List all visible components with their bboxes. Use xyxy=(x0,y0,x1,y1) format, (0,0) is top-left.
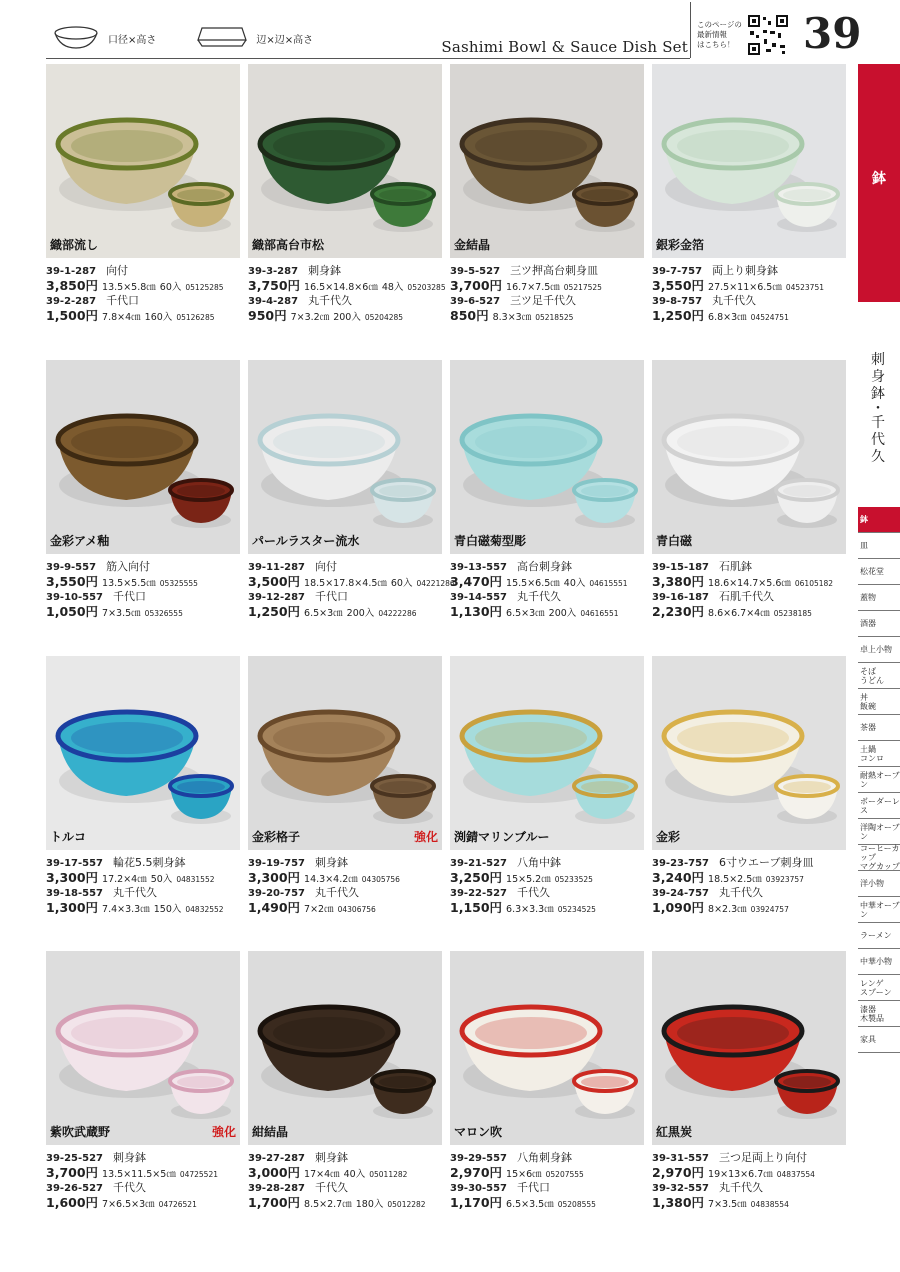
item-code: 39-4-287 xyxy=(248,296,299,307)
product-cell[interactable] xyxy=(248,951,442,1210)
item-jan-code: 04615551 xyxy=(589,579,628,588)
item-price: 3,750円 xyxy=(248,278,301,293)
item-price: 3,500円 xyxy=(248,574,301,589)
item-price-line xyxy=(450,1193,596,1211)
item-price-line xyxy=(248,306,403,324)
item-type: 八角刺身鉢 xyxy=(517,1151,573,1164)
item-code: 39-28-287 xyxy=(248,1183,306,1194)
index-tab[interactable]: 漆器 木製品 xyxy=(858,1001,900,1027)
item-type: 刺身鉢 xyxy=(308,264,342,277)
item-price-line xyxy=(450,898,596,916)
item-code: 39-18-557 xyxy=(46,888,104,899)
item-dimensions: 7×2㎝ xyxy=(304,904,334,915)
item-price: 1,700円 xyxy=(248,1195,301,1210)
square-dish-icon xyxy=(196,24,248,52)
item-dimensions: 15×5.2㎝ xyxy=(506,874,551,885)
tempered-badge: 強化 xyxy=(413,830,438,844)
round-bowl-icon xyxy=(52,24,100,52)
product-name: 金彩 xyxy=(656,830,681,844)
product-name: マロン吹 xyxy=(454,1125,503,1139)
item-type: 両上り刺身鉢 xyxy=(712,264,779,277)
item-type: 丸千代久 xyxy=(719,1181,764,1194)
item-code: 39-6-527 xyxy=(450,296,501,307)
item-price: 3,700円 xyxy=(46,1165,99,1180)
item-type: 千代久 xyxy=(517,886,551,899)
product-name: 織部高台市松 xyxy=(252,238,325,252)
item-jan-code: 03924757 xyxy=(750,905,789,914)
item-price: 3,470円 xyxy=(450,574,503,589)
item-price: 1,500円 xyxy=(46,308,99,323)
index-tab[interactable]: 中華オーブン xyxy=(858,897,900,923)
item-dimensions: 7×6.5×3㎝ xyxy=(102,1199,155,1210)
product-name: 金彩格子 xyxy=(252,830,301,844)
product-name: パールラスター流水 xyxy=(252,534,360,548)
index-tab[interactable]: 茶器 xyxy=(858,715,900,741)
index-tab[interactable]: 土鍋 コンロ xyxy=(858,741,900,767)
product-photo[interactable] xyxy=(652,64,846,258)
item-price: 1,380円 xyxy=(652,1195,705,1210)
product-photo[interactable] xyxy=(248,64,442,258)
legend-round-label: 口径×高さ xyxy=(108,34,157,46)
item-price: 1,250円 xyxy=(652,308,705,323)
item-quantity: 160入 xyxy=(144,312,173,323)
item-quantity: 50入 xyxy=(150,874,173,885)
item-type: 千代口 xyxy=(315,590,349,603)
item-quantity: 200入 xyxy=(346,608,375,619)
index-tab[interactable]: 皿 xyxy=(858,533,900,559)
product-cell[interactable] xyxy=(248,360,455,619)
item-code: 39-30-557 xyxy=(450,1183,508,1194)
item-code: 39-22-527 xyxy=(450,888,508,899)
product-name: 青白磁 xyxy=(656,534,693,548)
product-name: 織部流し xyxy=(50,238,99,252)
item-type: 向付 xyxy=(106,264,129,277)
item-dimensions: 13.5×5.5㎝ xyxy=(102,578,156,589)
item-price: 2,970円 xyxy=(652,1165,705,1180)
item-jan-code: 05238185 xyxy=(773,609,812,618)
index-tab[interactable]: 蓋物 xyxy=(858,585,900,611)
item-type: 丸千代久 xyxy=(712,294,757,307)
item-price: 3,550円 xyxy=(46,574,99,589)
index-tab[interactable]: 中華小物 xyxy=(858,949,900,975)
header-separator xyxy=(690,2,691,58)
item-dimensions: 13.5×11.5×5㎝ xyxy=(102,1169,176,1180)
product-cell[interactable] xyxy=(450,656,644,915)
category-label: 鉢 xyxy=(872,171,886,187)
subcategory-label: 刺 身 鉢 ・ 千 代 久 xyxy=(871,352,885,465)
item-code: 39-31-557 xyxy=(652,1153,710,1164)
item-dimensions: 6.5×3㎝ xyxy=(304,608,343,619)
item-type: 筋入向付 xyxy=(106,560,151,573)
item-jan-code: 05234525 xyxy=(557,905,596,914)
item-price: 3,700円 xyxy=(450,278,503,293)
item-jan-code: 04305756 xyxy=(361,875,400,884)
item-price: 1,150円 xyxy=(450,900,503,915)
item-type: 三つ足両上り向付 xyxy=(719,1151,808,1164)
item-dimensions: 7×3.5㎝ xyxy=(708,1199,747,1210)
product-photo[interactable] xyxy=(248,656,442,850)
item-price-line xyxy=(652,602,812,620)
product-cell[interactable] xyxy=(46,656,240,915)
item-type: 刺身鉢 xyxy=(315,1151,349,1164)
item-jan-code: 05325555 xyxy=(159,579,198,588)
item-type: 高台刺身鉢 xyxy=(517,560,573,573)
item-price-line xyxy=(248,898,376,916)
header-rule xyxy=(46,58,690,59)
item-dimensions: 8×2.3㎝ xyxy=(708,904,747,915)
item-type: 八角中鉢 xyxy=(517,856,562,869)
item-price: 1,170円 xyxy=(450,1195,503,1210)
product-name: 金彩アメ釉 xyxy=(50,534,110,548)
item-code: 39-20-757 xyxy=(248,888,306,899)
item-code: 39-12-287 xyxy=(248,592,306,603)
item-price: 3,300円 xyxy=(248,870,301,885)
item-code: 39-24-757 xyxy=(652,888,710,899)
item-type: 石肌千代久 xyxy=(719,590,775,603)
item-price: 1,300円 xyxy=(46,900,99,915)
item-dimensions: 7×3.5㎝ xyxy=(102,608,141,619)
item-jan-code: 03923757 xyxy=(765,875,804,884)
item-dimensions: 6.3×3.3㎝ xyxy=(506,904,554,915)
index-tab[interactable]: 家具 xyxy=(858,1027,900,1053)
item-code: 39-21-527 xyxy=(450,858,508,869)
index-tab[interactable]: 洋陶オーブン xyxy=(858,819,900,845)
item-dimensions: 17.2×4㎝ xyxy=(102,874,147,885)
index-tab[interactable]: 丼 飯碗 xyxy=(858,689,900,715)
product-photo[interactable] xyxy=(450,360,644,554)
index-tab[interactable]: 松花堂 xyxy=(858,559,900,585)
item-price-line xyxy=(450,306,573,324)
item-jan-code: 05203285 xyxy=(407,283,446,292)
item-quantity: 150入 xyxy=(153,904,182,915)
item-dimensions: 7.4×3.3㎝ xyxy=(102,904,150,915)
product-name: 紺結晶 xyxy=(252,1125,289,1139)
item-price: 950円 xyxy=(248,308,287,323)
item-code: 39-7-757 xyxy=(652,266,703,277)
index-tab[interactable]: レンゲ スプーン xyxy=(858,975,900,1001)
item-code: 39-15-187 xyxy=(652,562,710,573)
legend-square-label: 辺×辺×高さ xyxy=(256,34,314,46)
item-jan-code: 04616551 xyxy=(580,609,619,618)
item-price: 1,050円 xyxy=(46,604,99,619)
item-jan-code: 04221286 xyxy=(416,579,455,588)
product-name: 紅黒炭 xyxy=(656,1125,693,1139)
item-jan-code: 04837554 xyxy=(776,1170,815,1179)
item-dimensions: 8.6×6.7×4㎝ xyxy=(708,608,770,619)
item-type: 6寸ウエーブ刺身皿 xyxy=(719,856,814,869)
product-photo[interactable] xyxy=(248,951,442,1145)
index-tabs xyxy=(858,507,900,1053)
item-price: 3,380円 xyxy=(652,574,705,589)
item-type: 千代久 xyxy=(315,1181,349,1194)
item-jan-code: 05233525 xyxy=(554,875,593,884)
item-jan-code: 05011282 xyxy=(369,1170,408,1179)
item-price: 3,240円 xyxy=(652,870,705,885)
item-jan-code: 05012282 xyxy=(387,1200,426,1209)
item-quantity: 200入 xyxy=(548,608,577,619)
item-price: 3,300円 xyxy=(46,870,99,885)
item-price-line xyxy=(46,306,215,324)
item-dimensions: 8.5×2.7㎝ xyxy=(304,1199,352,1210)
product-photo[interactable] xyxy=(46,360,240,554)
item-dimensions: 15.5×6.5㎝ xyxy=(506,578,560,589)
item-code: 39-17-557 xyxy=(46,858,104,869)
tempered-badge: 強化 xyxy=(211,1125,236,1139)
item-dimensions: 6.5×3㎝ xyxy=(506,608,545,619)
product-cell[interactable] xyxy=(652,656,846,915)
product-name: トルコ xyxy=(50,830,87,844)
item-dimensions: 7×3.2㎝ xyxy=(290,312,330,323)
legend xyxy=(52,20,353,56)
product-name: 紫吹武蔵野 xyxy=(50,1125,111,1139)
item-price-line xyxy=(450,602,619,620)
item-price: 1,090円 xyxy=(652,900,705,915)
item-price-line xyxy=(652,898,789,916)
item-jan-code: 04306756 xyxy=(337,905,376,914)
item-code: 39-25-527 xyxy=(46,1153,104,1164)
product-photo[interactable] xyxy=(46,656,240,850)
item-price: 1,130円 xyxy=(450,604,503,619)
item-jan-code: 05208555 xyxy=(557,1200,596,1209)
item-jan-code: 04523751 xyxy=(785,283,825,292)
product-name: 青白磁菊型彫 xyxy=(454,534,527,548)
item-dimensions: 6.8×3㎝ xyxy=(708,312,747,323)
item-code: 39-8-757 xyxy=(652,296,703,307)
product-cell[interactable] xyxy=(46,64,240,323)
item-jan-code: 04726521 xyxy=(158,1200,197,1209)
index-tab[interactable]: 鉢 xyxy=(858,507,900,533)
item-quantity: 60入 xyxy=(390,578,413,589)
item-type: 刺身鉢 xyxy=(315,856,349,869)
item-jan-code: 04222286 xyxy=(378,609,417,618)
index-tab[interactable]: ボーダーレス xyxy=(858,793,900,819)
item-code: 39-27-287 xyxy=(248,1153,306,1164)
item-quantity: 40入 xyxy=(343,1169,366,1180)
product-cell[interactable] xyxy=(652,951,846,1210)
item-jan-code: 05218525 xyxy=(535,313,574,322)
item-type: 刺身鉢 xyxy=(113,1151,147,1164)
item-type: 石肌鉢 xyxy=(719,560,753,573)
item-dimensions: 7.8×4㎝ xyxy=(102,312,141,323)
item-dimensions: 18.5×17.8×4.5㎝ xyxy=(304,578,387,589)
category-bar xyxy=(858,64,900,302)
item-quantity: 60入 xyxy=(159,282,182,293)
item-dimensions: 15×6㎝ xyxy=(506,1169,542,1180)
item-jan-code: 04838554 xyxy=(750,1200,789,1209)
item-jan-code: 05217525 xyxy=(563,283,602,292)
item-dimensions: 18.6×14.7×5.6㎝ xyxy=(708,578,791,589)
item-quantity: 180入 xyxy=(355,1199,384,1210)
item-type: 千代久 xyxy=(113,1181,147,1194)
item-type: 丸千代久 xyxy=(113,886,158,899)
item-code: 39-2-287 xyxy=(46,296,97,307)
index-tab[interactable]: そば うどん xyxy=(858,663,900,689)
item-price-line xyxy=(652,306,789,324)
item-quantity: 200入 xyxy=(333,312,361,323)
product-cell[interactable] xyxy=(652,360,846,619)
item-code: 39-32-557 xyxy=(652,1183,710,1194)
item-price: 3,000円 xyxy=(248,1165,301,1180)
product-photo[interactable] xyxy=(248,360,442,554)
item-type: 向付 xyxy=(315,560,338,573)
product-photo[interactable] xyxy=(46,951,240,1145)
item-dimensions: 16.7×7.5㎝ xyxy=(506,282,560,293)
item-type: 三ツ足千代久 xyxy=(510,294,577,307)
item-code: 39-23-757 xyxy=(652,858,710,869)
qr-code-icon[interactable] xyxy=(748,15,788,55)
item-jan-code: 05126285 xyxy=(176,313,215,322)
product-cell[interactable] xyxy=(248,64,446,323)
index-tab[interactable]: コーヒーカップ マグカップ xyxy=(860,844,900,871)
product-photo[interactable] xyxy=(450,951,644,1145)
item-price: 3,550円 xyxy=(652,278,705,293)
item-jan-code: 04831552 xyxy=(176,875,215,884)
item-type: 千代口 xyxy=(106,294,140,307)
item-quantity: 40入 xyxy=(563,578,586,589)
product-photo[interactable] xyxy=(652,951,846,1145)
item-type: 丸千代久 xyxy=(517,590,562,603)
product-cell[interactable] xyxy=(46,360,240,619)
item-code: 39-1-287 xyxy=(46,266,97,277)
item-jan-code: 04524751 xyxy=(750,313,789,322)
page-number: 39 xyxy=(803,9,862,58)
item-code: 39-29-557 xyxy=(450,1153,508,1164)
item-price: 1,490円 xyxy=(248,900,301,915)
item-price: 1,250円 xyxy=(248,604,301,619)
product-photo[interactable] xyxy=(450,64,644,258)
item-code: 39-26-527 xyxy=(46,1183,104,1194)
item-price-line xyxy=(46,898,224,916)
item-code: 39-16-187 xyxy=(652,592,710,603)
item-code: 39-5-527 xyxy=(450,266,501,277)
item-jan-code: 04832552 xyxy=(185,905,224,914)
item-code: 39-14-557 xyxy=(450,592,508,603)
item-price-line xyxy=(46,1193,197,1211)
item-code: 39-19-757 xyxy=(248,858,306,869)
product-photo[interactable] xyxy=(652,656,846,850)
item-price: 3,850円 xyxy=(46,278,99,293)
item-quantity: 48入 xyxy=(381,282,404,293)
item-price: 850円 xyxy=(450,308,489,323)
product-name: 銀彩金箔 xyxy=(656,238,705,252)
item-type: 三ツ押高台刺身皿 xyxy=(510,264,599,277)
item-dimensions: 18.5×2.5㎝ xyxy=(708,874,762,885)
item-jan-code: 05207555 xyxy=(545,1170,584,1179)
item-dimensions: 17×4㎝ xyxy=(304,1169,340,1180)
item-type: 千代口 xyxy=(113,590,147,603)
item-dimensions: 6.5×3.5㎝ xyxy=(506,1199,554,1210)
item-dimensions: 14.3×4.2㎝ xyxy=(304,874,358,885)
index-tab[interactable]: 酒器 xyxy=(858,611,900,637)
item-price: 1,600円 xyxy=(46,1195,99,1210)
item-jan-code: 05326555 xyxy=(144,609,183,618)
product-photo[interactable] xyxy=(652,360,846,554)
item-type: 丸千代久 xyxy=(315,886,360,899)
item-price: 2,230円 xyxy=(652,604,705,619)
item-code: 39-13-557 xyxy=(450,562,508,573)
product-cell[interactable] xyxy=(450,951,644,1210)
index-tab[interactable]: 耐熱オーブン xyxy=(858,767,900,793)
product-cell[interactable] xyxy=(450,360,644,619)
index-tab[interactable]: 洋小物 xyxy=(858,871,900,897)
product-cell[interactable] xyxy=(46,951,240,1210)
index-tab[interactable]: ラーメン xyxy=(858,923,900,949)
item-type: 千代口 xyxy=(517,1181,551,1194)
product-cell[interactable] xyxy=(248,656,442,915)
product-name: 金結晶 xyxy=(454,238,491,252)
item-type: 輪花5.5刺身鉢 xyxy=(113,856,186,869)
item-code: 39-9-557 xyxy=(46,562,97,573)
item-dimensions: 16.5×14.8×6㎝ xyxy=(304,282,378,293)
item-price: 3,250円 xyxy=(450,870,503,885)
item-dimensions: 13.5×5.8㎝ xyxy=(102,282,156,293)
item-price-line xyxy=(652,1193,789,1211)
item-price-line xyxy=(248,1193,426,1211)
item-type: 丸千代久 xyxy=(719,886,764,899)
product-cell[interactable] xyxy=(652,64,846,323)
product-cell[interactable] xyxy=(450,64,644,323)
item-type: 丸千代久 xyxy=(308,294,353,307)
item-code: 39-3-287 xyxy=(248,266,299,277)
item-code: 39-11-287 xyxy=(248,562,306,573)
item-code: 39-10-557 xyxy=(46,592,104,603)
product-name: 渕錆マリンブルー xyxy=(454,830,550,844)
item-jan-code: 06105182 xyxy=(794,579,834,588)
item-dimensions: 19×13×6.7㎝ xyxy=(708,1169,773,1180)
item-dimensions: 8.3×3㎝ xyxy=(492,312,532,323)
item-price-line xyxy=(46,602,183,620)
product-photo[interactable] xyxy=(450,656,644,850)
info-text: このページの 最新情報 はこちら！ xyxy=(697,20,742,49)
item-price-line xyxy=(248,602,417,620)
item-dimensions: 27.5×11×6.5㎝ xyxy=(708,282,782,293)
page-title: Sashimi Bowl & Sauce Dish Set xyxy=(441,38,688,56)
item-price: 2,970円 xyxy=(450,1165,503,1180)
item-jan-code: 04725521 xyxy=(179,1170,219,1179)
item-jan-code: 05204285 xyxy=(364,313,404,322)
index-tab[interactable]: 卓上小物 xyxy=(858,637,900,663)
product-photo[interactable] xyxy=(46,64,240,258)
item-jan-code: 05125285 xyxy=(185,283,224,292)
